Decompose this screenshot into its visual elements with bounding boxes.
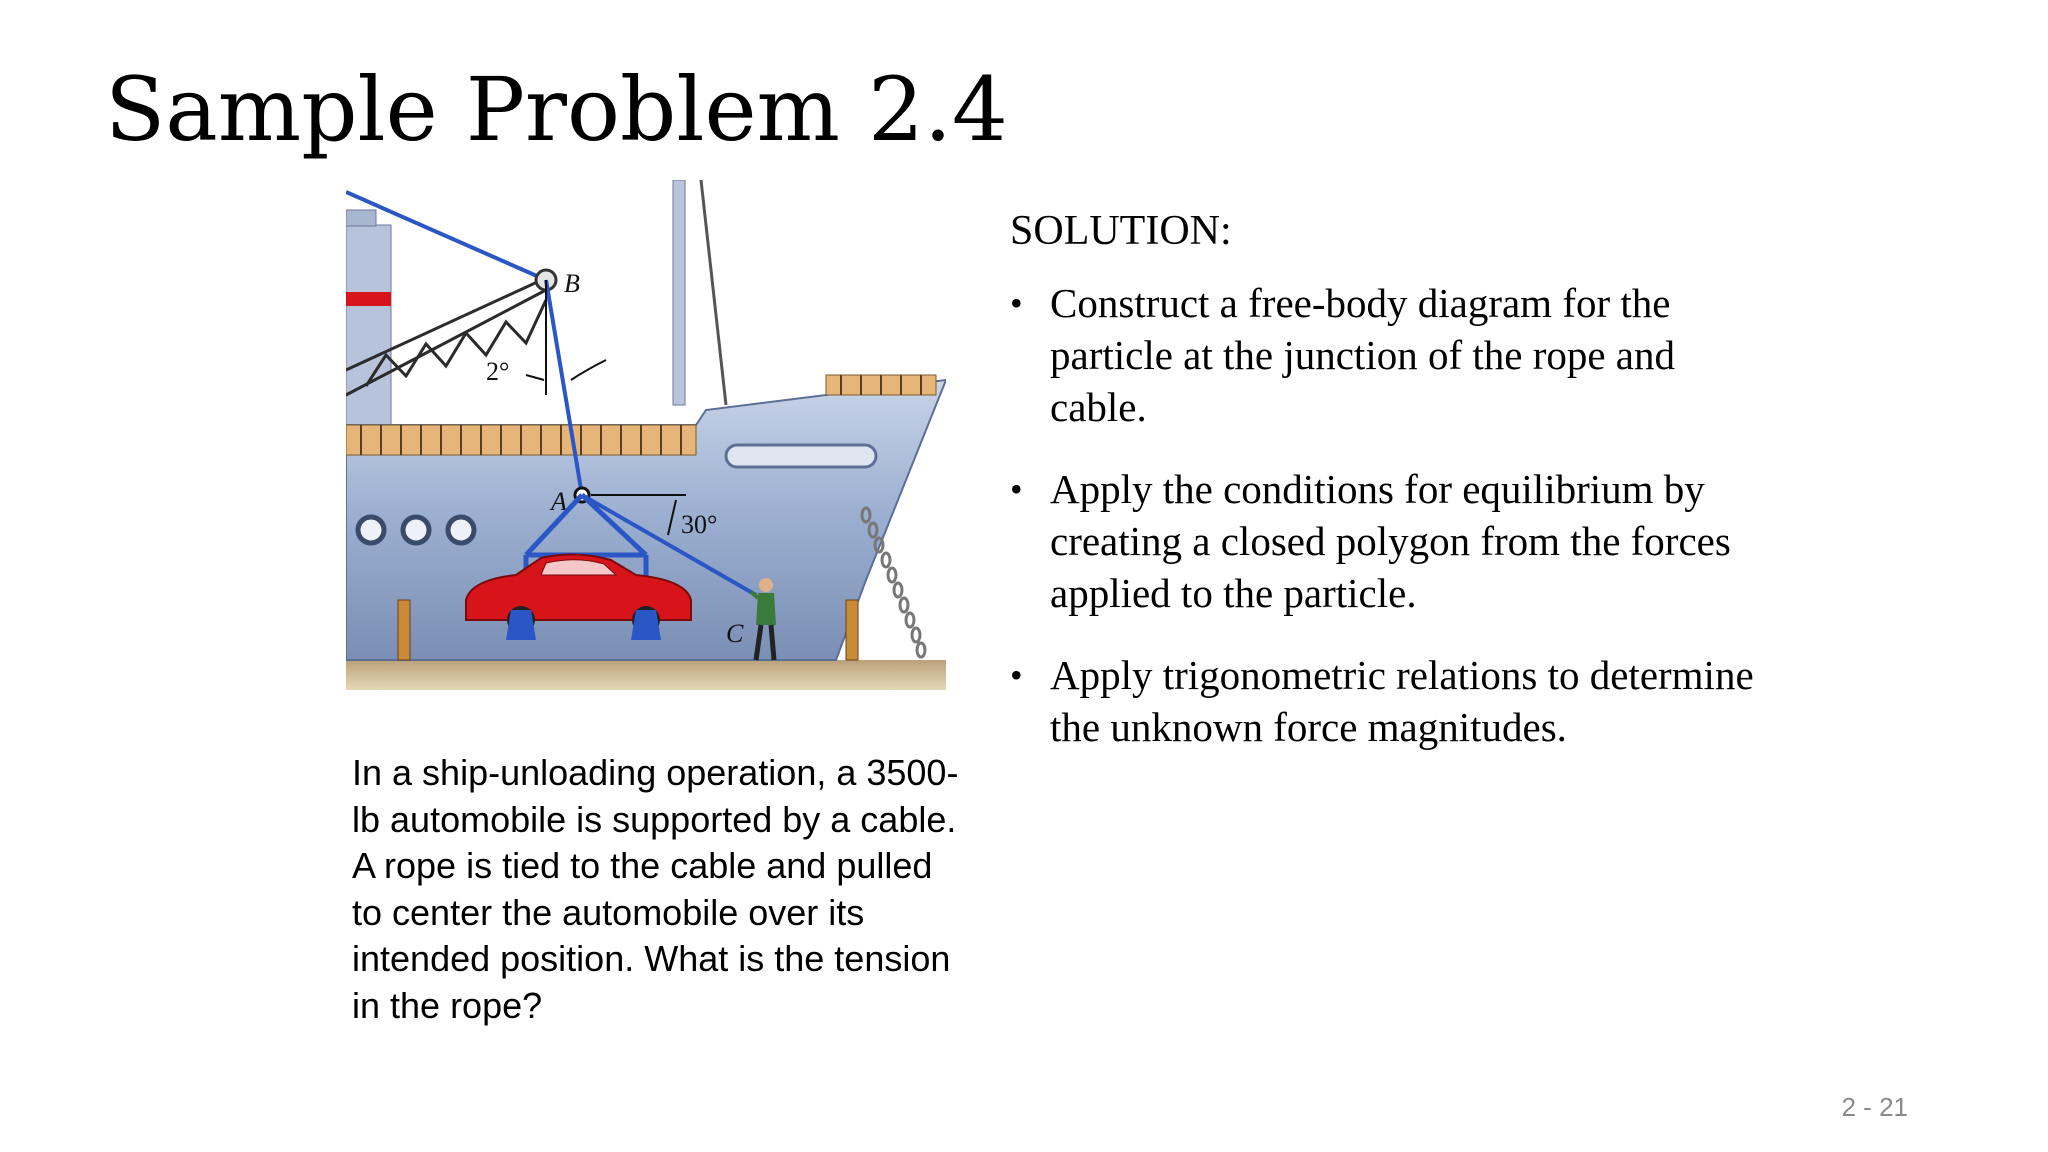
dock [346, 660, 946, 690]
ship-diagram [346, 180, 946, 690]
label-a: A [551, 487, 567, 516]
porthole [403, 517, 429, 543]
bullet-icon: • [1010, 469, 1023, 509]
ship-unloading-figure [346, 180, 946, 690]
solution-step: • Apply the conditions for equilibrium by creating a closed polygon from the forces applied to the particle. [1010, 463, 1770, 619]
bullet-icon: • [1010, 655, 1023, 695]
angle-arrow [571, 360, 606, 380]
porthole [358, 517, 384, 543]
label-c: C [726, 619, 744, 648]
bollard [846, 600, 858, 660]
solution-heading: SOLUTION: [1010, 208, 1232, 254]
bow-slot [726, 445, 876, 467]
angle-2deg: 2° [486, 357, 510, 386]
bullet-icon: • [1010, 283, 1023, 323]
porthole [448, 517, 474, 543]
superstructure-top [346, 210, 376, 226]
solution-step: • Apply trigonometric relations to determine the unknown force magnitudes. [1010, 649, 1770, 753]
superstructure [346, 225, 391, 425]
angle-30deg: 30° [681, 510, 718, 539]
mast [673, 180, 685, 405]
solution-step: • Construct a free-body diagram for the particle at the junction of the rope and cable. [1010, 277, 1770, 433]
bollard [398, 600, 410, 660]
page-number: 2 - 21 [1841, 1092, 1908, 1122]
angle-arrow [526, 375, 544, 380]
slide-title: Sample Problem 2.4 [105, 58, 1008, 161]
label-b: B [564, 269, 580, 298]
solution-section [1010, 205, 1770, 783]
problem-statement: In a ship-unloading operation, a 3500-lb automobile is supported by a cable. A rope is tied to the cable and pulled to center the automobile over its intended position. What is the tension in the rope? [352, 752, 959, 1026]
mast-stay [701, 180, 726, 405]
solution-steps [1010, 277, 1770, 753]
red-stripe [346, 292, 391, 306]
